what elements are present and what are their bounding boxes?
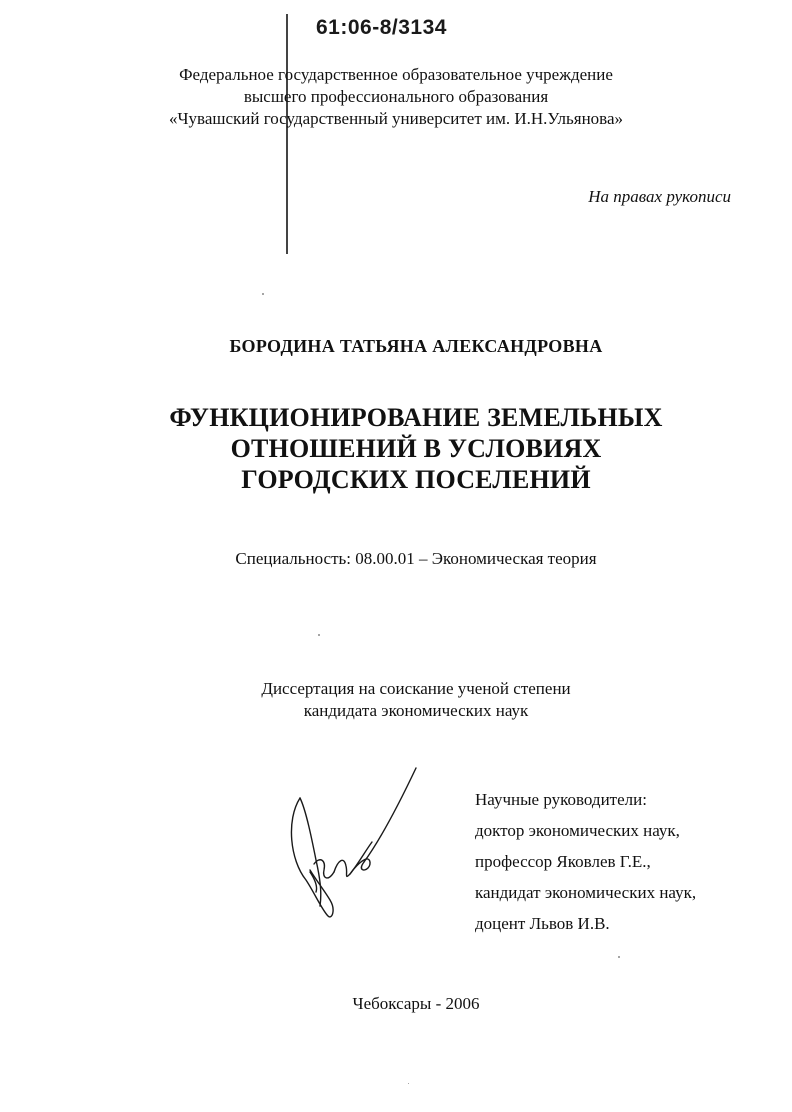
supervisors-line: Научные руководители: bbox=[475, 790, 647, 809]
title-line: ГОРОДСКИХ ПОСЕЛЕНИЙ bbox=[241, 465, 591, 494]
handwritten-signature bbox=[280, 760, 430, 920]
dissertation-title bbox=[0, 402, 792, 495]
city-and-year: Чебоксары - 2006 bbox=[352, 994, 480, 1013]
scan-speck bbox=[318, 634, 320, 636]
stamp-vertical-line bbox=[286, 14, 288, 254]
institution-line: «Чувашский государственный университет им. И.Н.Ульянова» bbox=[168, 109, 624, 128]
specialty-line: Специальность: 08.00.01 – Экономическая теория bbox=[235, 549, 597, 568]
title-line: ФУНКЦИОНИРОВАНИЕ ЗЕМЕЛЬНЫХ bbox=[169, 403, 663, 432]
manuscript-rights-note: На правах рукописи bbox=[588, 187, 731, 206]
scan-speck bbox=[408, 1083, 409, 1084]
title-line: ОТНОШЕНИЙ В УСЛОВИЯХ bbox=[230, 434, 602, 463]
institution-header bbox=[0, 64, 792, 130]
degree-statement bbox=[0, 678, 792, 722]
supervisors-line: профессор Яковлев Г.Е., bbox=[475, 852, 651, 871]
scientific-supervisors bbox=[475, 784, 696, 939]
supervisors-line: доктор экономических наук, bbox=[475, 821, 680, 840]
scan-speck bbox=[262, 293, 264, 295]
supervisors-line: кандидат экономических наук, bbox=[475, 883, 697, 902]
author-name: БОРОДИНА ТАТЬЯНА АЛЕКСАНДРОВНА bbox=[229, 336, 603, 356]
scan-speck bbox=[618, 956, 620, 958]
degree-line: Диссертация на соискание ученой степени bbox=[261, 679, 571, 698]
degree-line: кандидата экономических наук bbox=[303, 701, 529, 720]
institution-line: высшего профессионального образования bbox=[243, 87, 549, 106]
institution-line: Федеральное государственное образовательное учреждение bbox=[179, 65, 613, 84]
supervisors-line: доцент Львов И.В. bbox=[475, 914, 610, 933]
archive-stamp-code: 61:06-8/3134 bbox=[316, 16, 447, 39]
